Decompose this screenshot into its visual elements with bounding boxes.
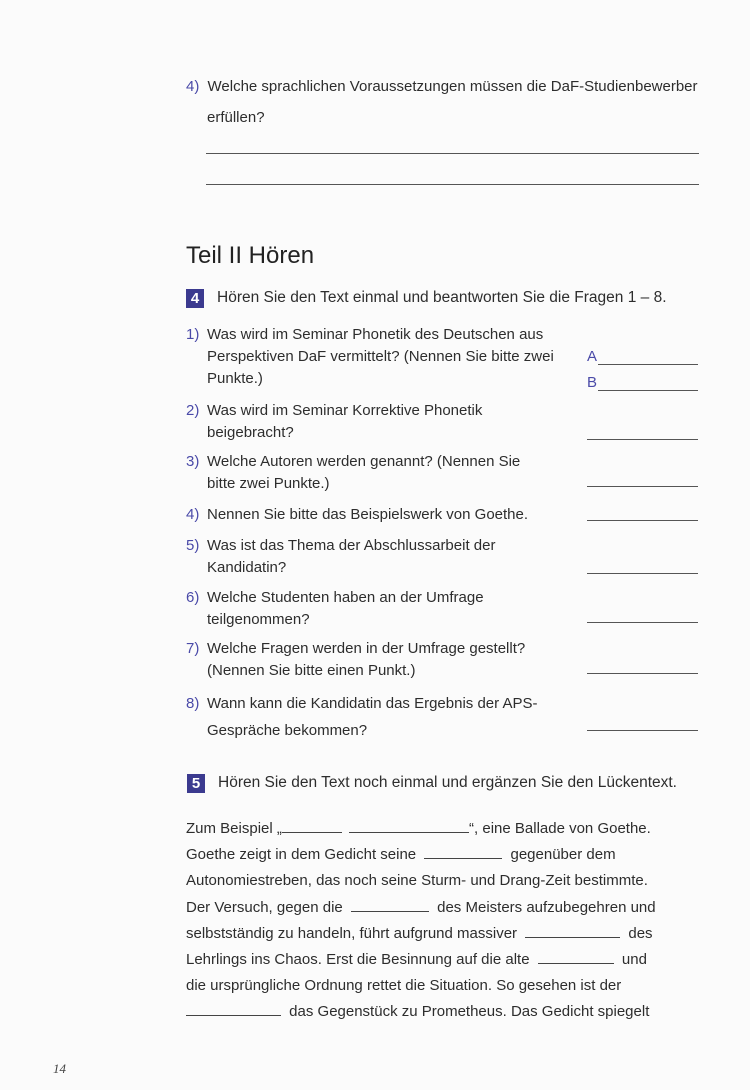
answer-line <box>587 520 698 521</box>
cloze-line-8: das Gegenstück zu Prometheus. Das Gedicht spiegelt <box>186 999 706 1025</box>
question-5: 5) Was ist das Thema der Abschlussarbeit der Kandidatin? <box>186 537 496 576</box>
cloze-line-7: die ursprüngliche Ordnung rettet die Situation. So gesehen ist der <box>186 977 622 995</box>
gap-field[interactable] <box>282 818 342 833</box>
question-6: 6) Welche Studenten haben an der Umfrage teilgenommen? <box>186 589 484 628</box>
answer-line <box>587 486 698 487</box>
gap-field[interactable] <box>186 1001 281 1016</box>
gap-field[interactable] <box>349 818 469 833</box>
answer-label-a: A <box>587 348 598 365</box>
cloze-text <box>186 816 706 1026</box>
question-3: 3) Welche Autoren werden genannt? (Nennen Sie bitte zwei Punkte.) <box>186 453 521 492</box>
question-1: 1) Was wird im Seminar Phonetik des Deutschen aus Perspektiven DaF vermittelt? (Nennen Sie bitte zwei Punkte.) <box>186 326 554 387</box>
cloze-line-4: Der Versuch, gegen die des Meisters aufzubegehren und <box>186 898 656 916</box>
task4-badge: 4 <box>186 289 204 308</box>
page-number: 14 <box>53 1061 66 1076</box>
cloze-line-1: Zum Beispiel „ “, eine Ballade von Goethe. <box>186 820 651 837</box>
answer-line <box>587 730 698 731</box>
task5-instruction: Hören Sie den Text noch einmal und ergänzen Sie den Lückentext. <box>218 774 677 791</box>
question-2: 2) Was wird im Seminar Korrektive Phonetik beigebracht? <box>186 402 483 441</box>
task5-badge: 5 <box>187 774 205 793</box>
gap-field[interactable] <box>424 844 502 859</box>
answer-line <box>587 439 698 440</box>
cloze-line-5: selbstständig zu handeln, führt aufgrund massiver des <box>186 924 653 942</box>
top-question <box>186 76 698 98</box>
answer-line-b <box>598 390 698 391</box>
cloze-line-3: Autonomiestreben, das noch seine Sturm- und Drang-Zeit bestimmte. <box>186 872 648 890</box>
gap-field[interactable] <box>538 949 614 964</box>
question-7: 7) Welche Fragen werden in der Umfrage gestellt? (Nennen Sie bitte einen Punkt.) <box>186 640 526 679</box>
section-title: Teil II Hören <box>186 242 315 269</box>
answer-line <box>206 184 699 185</box>
cloze-line-6: Lehrlings ins Chaos. Erst die Besinnung auf die alte und <box>186 951 647 969</box>
answer-line <box>587 673 698 674</box>
answer-line-a <box>598 364 698 365</box>
gap-field[interactable] <box>351 897 429 912</box>
question-4: 4) Nennen Sie bitte das Beispielswerk von Goethe. <box>186 506 529 523</box>
top-question-line1: Welche sprachlichen Voraussetzungen müssen die DaF-Studienbewerber <box>207 78 698 95</box>
task4-instruction: Hören Sie den Text einmal und beantworten Sie die Fragen 1 – 8. <box>217 289 667 306</box>
answer-line <box>587 573 698 574</box>
top-question-number: 4) <box>186 78 200 95</box>
question-8: 8) Wann kann die Kandidatin das Ergebnis der APS-Gespräche bekommen? <box>186 695 538 739</box>
cloze-line-2: Goethe zeigt in dem Gedicht seine gegenüber dem <box>186 846 616 864</box>
gap-field[interactable] <box>525 923 620 938</box>
top-question-line2: erfüllen? <box>207 109 265 126</box>
answer-line <box>587 622 698 623</box>
answer-label-b: B <box>587 374 598 391</box>
answer-line <box>206 153 699 154</box>
